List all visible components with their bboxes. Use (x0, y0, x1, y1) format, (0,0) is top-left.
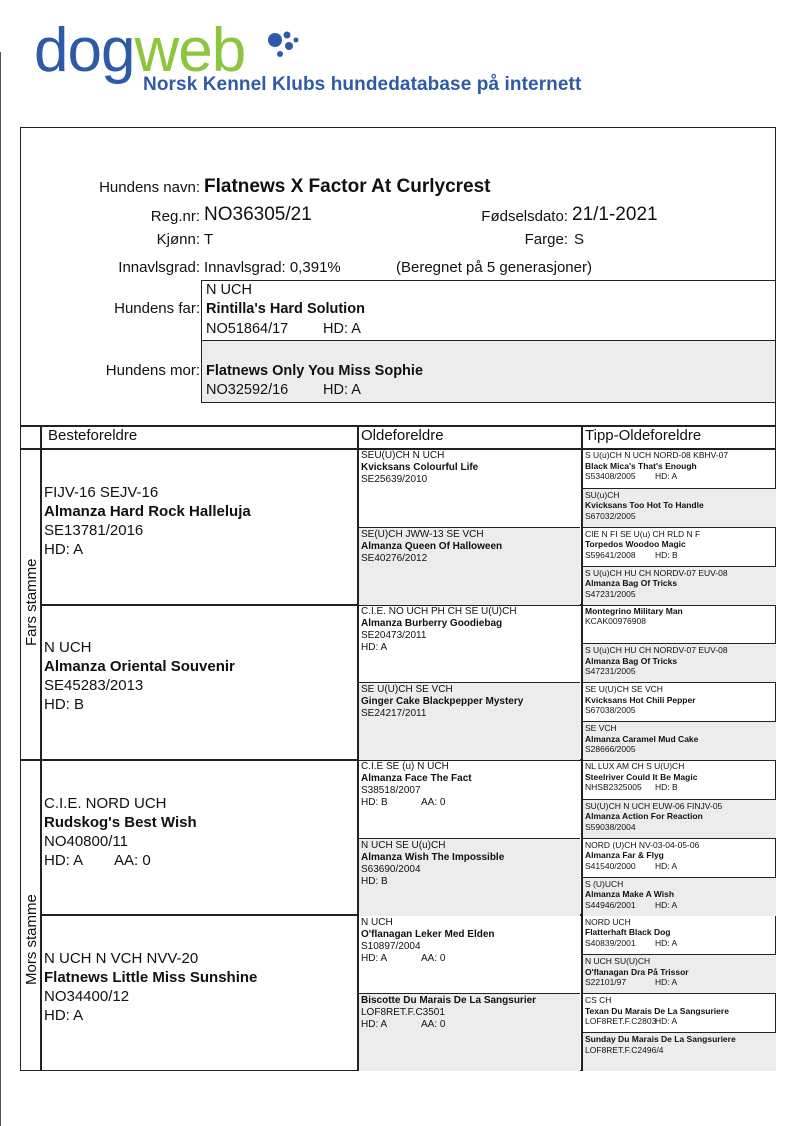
health-text (361, 720, 580, 732)
dog-name-text: Almanza Make A Wish (585, 889, 675, 900)
health-text (44, 1006, 356, 1025)
reg-hd-text (585, 616, 776, 627)
dog-name-text: Almanza Burberry Goodiebag (361, 617, 503, 629)
reg-hd-text (585, 666, 776, 677)
health-text (361, 1019, 580, 1031)
dog-name-text: Flatnews Little Miss Sunshine (44, 969, 258, 987)
dog-name-text: O'flanagan Dra På Trissor (585, 966, 689, 977)
grandparent-cell[interactable] (44, 449, 356, 605)
dog-name-text: Torpedos Woodoo Magic (585, 539, 686, 550)
reg-text: S47231/2005 (585, 588, 636, 599)
great-great-grandparent-cell[interactable] (583, 954, 776, 993)
dog-name-text: Kvicksans Too Hot To Handle (585, 500, 704, 511)
col-tipp-oldeforeldre: Tipp-Oldeforeldre (585, 427, 702, 444)
reg-hd-text (585, 977, 776, 988)
title-text: C.I.E. NORD UCH (44, 794, 167, 812)
reg-label: Reg.nr: (150, 208, 200, 225)
reg-hd-text (585, 938, 776, 949)
reg-hd-text (585, 471, 776, 482)
great-grandparent-cell[interactable] (359, 449, 580, 527)
dog-color: S (574, 231, 585, 248)
reg-hd-text (585, 589, 776, 600)
reg-hd-text (585, 550, 776, 561)
health-text (361, 642, 580, 654)
title-text: SE(U)CH JWW-13 SE VCH (361, 528, 484, 540)
hd-value: HD: A (44, 540, 84, 558)
reg-hd-text (585, 1016, 776, 1027)
dog-name-text: Almanza Face The Fact (361, 773, 472, 784)
reg-text: S59038/2004 (585, 821, 636, 832)
title-text: C.I.E. NO UCH PH CH SE U(U)CH (361, 605, 517, 617)
hd-value: HD: A (655, 471, 678, 481)
great-grandparent-cell[interactable] (359, 916, 580, 994)
title-text: SEU(U)CH N UCH (361, 450, 445, 461)
reg-text: S53408/2005 (585, 471, 636, 481)
title-text: CIE N FI SE U(u) CH RLD N F (585, 528, 701, 539)
reg-text: LOF8RET.F.C2803 (585, 1016, 657, 1027)
title-text: SE U(U)CH SE VCH (585, 684, 663, 695)
dog-name-text: O'flanagan Leker Med Elden (361, 928, 495, 940)
health-text (44, 851, 356, 870)
logo-dots-icon (262, 28, 304, 60)
title-text: S U(u)CH HU CH NORDV-07 EUV-08 (585, 567, 728, 578)
dog-dob: 21/1-2021 (572, 204, 658, 225)
reg-text: NHSB2325005 (585, 782, 642, 792)
reg-text: LOF8RET.F.C3501 (361, 1007, 445, 1019)
logo-dog-text: dog (34, 16, 135, 85)
hd-value: HD: B (655, 782, 678, 792)
title-text: SE U(U)CH SE VCH (361, 684, 453, 696)
father-label: Hundens far: (114, 300, 200, 317)
title-text: NORD (U)CH NV-03-04-05-06 (585, 839, 700, 850)
col-oldeforeldre: Oldeforeldre (361, 427, 444, 444)
great-grandparent-cell[interactable] (359, 527, 580, 605)
title-text: NORD UCH (585, 916, 631, 927)
dog-name-text: Almanza Bag Of Tricks (585, 655, 678, 666)
dog-name-text: Almanza Hard Rock Halleluja (44, 502, 251, 520)
logo-subtitle: Norsk Kennel Klubs hundedatabase på internett (143, 74, 582, 95)
father-name: Rintilla's Hard Solution (206, 301, 365, 317)
dog-reg: NO36305/21 (204, 204, 312, 225)
reg-hd-text (585, 822, 776, 833)
hd-value: HD: A (655, 860, 678, 871)
reg-text: SE20473/2011 (361, 629, 427, 641)
reg-text: KCAK00976908 (585, 616, 646, 626)
dog-name-text: Rudskog's Best Wish (44, 813, 197, 831)
reg-hd-text (585, 705, 776, 716)
grandparent-cell[interactable] (44, 605, 356, 761)
reg-text: NO40800/11 (44, 832, 128, 850)
reg-text: SE45283/2013 (44, 677, 144, 695)
great-great-grandparent-cell[interactable] (583, 993, 776, 1032)
grid-line (40, 425, 42, 1071)
hd-value: HD: A (655, 977, 678, 988)
great-great-grandparent-cell[interactable] (583, 605, 776, 644)
great-grandparent-cell[interactable] (359, 605, 580, 683)
health-text (44, 540, 356, 559)
dog-name-text: Kvicksans Colourful Life (361, 462, 479, 473)
reg-hd-text (585, 782, 776, 793)
great-grandparent-cell[interactable] (359, 993, 580, 1071)
title-text: NL LUX AM CH S U(U)CH (585, 761, 685, 771)
reg-text: S41540/2000 (585, 860, 636, 871)
reg-text: S67032/2005 (585, 510, 636, 521)
dog-name-text: Almanza Wish The Impossible (361, 851, 505, 863)
reg-text: NO34400/12 (44, 988, 130, 1006)
great-great-grandparent-cell[interactable] (583, 643, 776, 682)
great-great-grandparent-cell[interactable] (583, 799, 776, 838)
aa-value: AA: 0 (421, 797, 446, 808)
title-text: SU(U)CH N UCH EUW-06 FINJV-05 (585, 800, 723, 811)
reg-text: LOF8RET.F.C2496/4 (585, 1044, 664, 1055)
aa-value: AA: 0 (421, 952, 446, 964)
great-grandparent-cell[interactable] (359, 760, 580, 838)
dog-name-text: Montegrino Military Man (585, 605, 683, 616)
great-great-grandparent-cell[interactable] (583, 916, 776, 955)
reg-hd-text (585, 900, 776, 911)
title-text: S U(u)CH HU CH NORDV-07 EUV-08 (585, 645, 728, 656)
reg-text: SE13781/2016 (44, 521, 144, 539)
grandparent-cell[interactable] (44, 916, 356, 1072)
hd-value: HD: A (655, 937, 678, 948)
reg-text: S28666/2005 (585, 744, 636, 755)
great-great-grandparent-cell[interactable] (583, 488, 776, 527)
mother-reg: NO32592/16 (206, 382, 289, 398)
dog-name-text: Black Mica's That's Enough (585, 460, 697, 471)
title-text: N UCH (44, 639, 92, 657)
great-great-grandparent-cell[interactable] (583, 877, 776, 916)
health-text (44, 695, 356, 714)
great-great-grandparent-cell[interactable] (583, 721, 776, 760)
reg-text: S47231/2005 (585, 666, 636, 677)
inbreed-label: Innavlsgrad: (118, 259, 200, 276)
dog-name-text: Almanza Far & Flyg (585, 850, 664, 861)
hd-value: HD: B (361, 797, 388, 808)
hd-value: HD: A (361, 952, 388, 964)
great-great-grandparent-cell[interactable] (583, 566, 776, 605)
dog-sex: T (204, 231, 214, 248)
title-text: FIJV-16 SEJV-16 (44, 483, 159, 501)
hd-value: HD: A (655, 899, 678, 910)
dog-name-text: Almanza Action For Reaction (585, 811, 703, 822)
health-text (361, 565, 580, 577)
dog-name: Flatnews X Factor At Curlycrest (204, 176, 491, 197)
dog-name-text: Almanza Oriental Souvenir (44, 658, 235, 676)
hd-value: HD: A (44, 1007, 84, 1025)
title-text: C.I.E SE (u) N UCH (361, 761, 449, 772)
title-text: SU(u)CH (585, 489, 620, 500)
mother-box[interactable] (201, 340, 776, 403)
reg-text: S67038/2005 (585, 705, 636, 716)
reg-text: S44946/2001 (585, 899, 636, 910)
page-left-border (0, 52, 1, 1126)
health-text (361, 797, 580, 809)
reg-text: S10897/2004 (361, 940, 421, 952)
mother-name: Flatnews Only You Miss Sophie (206, 363, 424, 379)
health-text (361, 486, 580, 498)
great-great-grandparent-cell[interactable] (583, 838, 776, 877)
hd-value: HD: A (361, 641, 388, 653)
fars-stamme-label: Fars stamme (23, 558, 40, 646)
mother-label: Hundens mor: (105, 362, 200, 379)
dog-name-text: Biscotte Du Marais De La Sangsurier (361, 995, 537, 1007)
hd-value: HD: A (361, 1019, 388, 1031)
title-text: N UCH SU(U)CH (585, 956, 651, 967)
logo-web-text: web (134, 16, 246, 85)
col-besteforeldre: Besteforeldre (48, 427, 138, 444)
great-great-grandparent-cell[interactable] (583, 760, 776, 799)
grandparent-cell[interactable] (44, 760, 356, 916)
reg-text: S63690/2004 (361, 863, 421, 875)
great-great-grandparent-cell[interactable] (583, 527, 776, 566)
inbreed-note: (Beregnet på 5 generasjoner) (396, 259, 592, 276)
reg-text: SE25639/2010 (361, 474, 428, 485)
sex-label: Kjønn: (156, 231, 200, 248)
father-title: N UCH (206, 282, 252, 298)
hd-value: HD: B (44, 696, 85, 714)
reg-text: SE40276/2012 (361, 552, 428, 564)
reg-hd-text (585, 511, 776, 522)
dob-label: Fødselsdato: (481, 208, 568, 225)
dog-name-text: Flatterhaft Black Dog (585, 927, 671, 937)
name-label: Hundens navn: (99, 179, 200, 196)
great-great-grandparent-cell[interactable] (583, 449, 776, 488)
dog-name-text: Sunday Du Marais De La Sangsuriere (585, 1034, 736, 1045)
dog-name-text: Almanza Bag Of Tricks (585, 578, 678, 589)
hd-value: HD: A (655, 1016, 678, 1027)
hd-value: HD: B (361, 875, 388, 887)
dog-name-text: Texan Du Marais De La Sangsuriere (585, 1005, 729, 1016)
title-text: S (U)UCH (585, 878, 624, 889)
father-reg: NO51864/17 (206, 321, 289, 337)
dog-name-text: Almanza Queen Of Halloween (361, 540, 503, 552)
reg-text: S38518/2007 (361, 785, 421, 796)
color-label: Farge: (524, 231, 568, 248)
title-text: S U(u)CH N UCH NORD-08 KBHV-07 (585, 450, 729, 460)
mors-stamme-label: Mors stamme (23, 894, 40, 985)
inbreed-value: Innavlsgrad: 0,391% (204, 259, 341, 276)
title-text: CS CH (585, 995, 612, 1006)
dog-name-text: Ginger Cake Blackpepper Mystery (361, 696, 524, 708)
hd-value: HD: A (44, 851, 84, 869)
hd-value: HD: B (655, 549, 678, 560)
great-grandparent-cell[interactable] (359, 838, 580, 916)
aa-value: AA: 0 (114, 851, 151, 869)
dog-name-text: Kvicksans Hot Chili Pepper (585, 694, 696, 705)
reg-hd-text (585, 1045, 776, 1056)
reg-hd-text (585, 861, 776, 872)
dog-name-text: Steelriver Could It Be Magic (585, 771, 698, 782)
health-text (361, 876, 580, 888)
reg-hd-text (585, 744, 776, 755)
reg-text: S59641/2008 (585, 549, 636, 560)
aa-value: AA: 0 (421, 1019, 446, 1031)
mother-hd: HD: A (323, 382, 361, 398)
great-great-grandparent-cell[interactable] (583, 682, 776, 721)
title-text: N UCH (361, 916, 393, 928)
reg-text: S40839/2001 (585, 937, 636, 948)
title-text: SE VCH (585, 723, 617, 734)
reg-text: S22101/97 (585, 977, 627, 988)
dog-name-text: Almanza Caramel Mud Cake (585, 733, 699, 744)
title-text: N UCH SE U(u)CH (361, 839, 446, 851)
father-hd: HD: A (323, 321, 361, 337)
title-text: N UCH N VCH NVV-20 (44, 950, 199, 968)
great-great-grandparent-cell[interactable] (583, 1032, 776, 1071)
health-text (361, 953, 580, 965)
reg-text: SE24217/2011 (361, 708, 427, 720)
great-grandparent-cell[interactable] (359, 682, 580, 760)
father-box[interactable] (201, 280, 776, 342)
